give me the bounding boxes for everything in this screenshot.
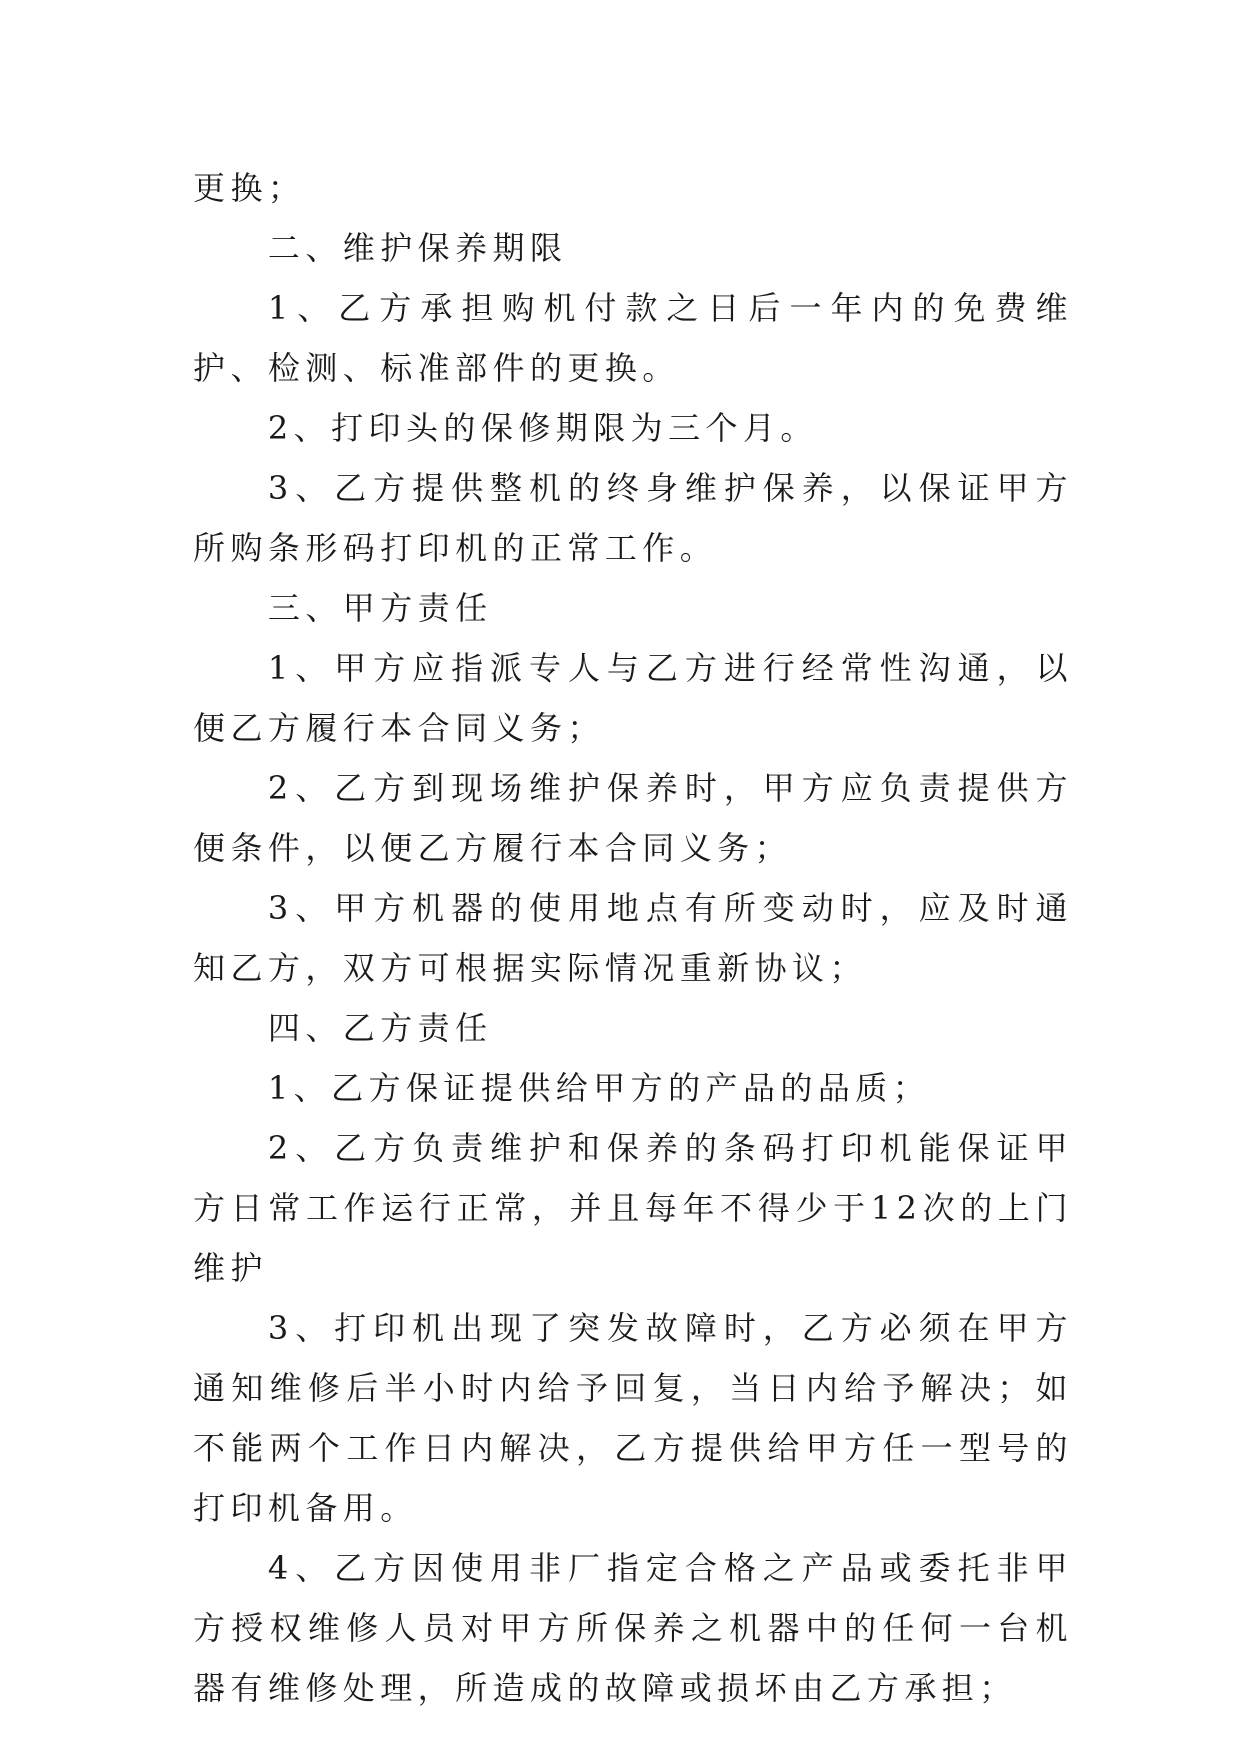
section-heading-maintenance-period: 二、维护保养期限 xyxy=(267,229,568,267)
document-body xyxy=(193,158,1073,1718)
clause-paragraph: 1、甲方应指派专人与乙方进行经常性沟通，以便乙方履行本合同义务； xyxy=(193,649,1073,747)
clause-paragraph: 4、乙方因使用非厂指定合格之产品或委托非甲方授权维修人员对甲方所保养之机器中的任何一台机器有维修处理，所造成的故障或损坏由乙方承担； xyxy=(193,1549,1073,1707)
clause-paragraph: 3、甲方机器的使用地点有所变动时，应及时通知乙方，双方可根据实际情况重新协议； xyxy=(193,889,1073,987)
section-heading-party-b-duties: 四、乙方责任 xyxy=(267,1009,493,1047)
clause-paragraph: 1、乙方承担购机付款之日后一年内的免费维护、检测、标准部件的更换。 xyxy=(193,289,1073,387)
clause-paragraph: 3、打印机出现了突发故障时，乙方必须在甲方通知维修后半小时内给予回复，当日内给予解决；如不能两个工作日内解决，乙方提供给甲方任一型号的打印机备用。 xyxy=(193,1309,1073,1527)
paragraph-continuation: 更换； xyxy=(193,169,306,207)
clause-paragraph: 3、乙方提供整机的终身维护保养，以保证甲方所购条形码打印机的正常工作。 xyxy=(193,469,1073,567)
clause-paragraph: 2、乙方到现场维护保养时，甲方应负责提供方便条件，以便乙方履行本合同义务； xyxy=(193,769,1073,867)
clause-paragraph: 2、打印头的保修期限为三个月。 xyxy=(267,409,818,447)
clause-paragraph: 1、乙方保证提供给甲方的产品的品质； xyxy=(267,1069,931,1107)
section-heading-party-a-duties: 三、甲方责任 xyxy=(267,589,493,627)
clause-paragraph: 2、乙方负责维护和保养的条码打印机能保证甲方日常工作运行正常，并且每年不得少于12次的上门维护 xyxy=(193,1129,1073,1287)
